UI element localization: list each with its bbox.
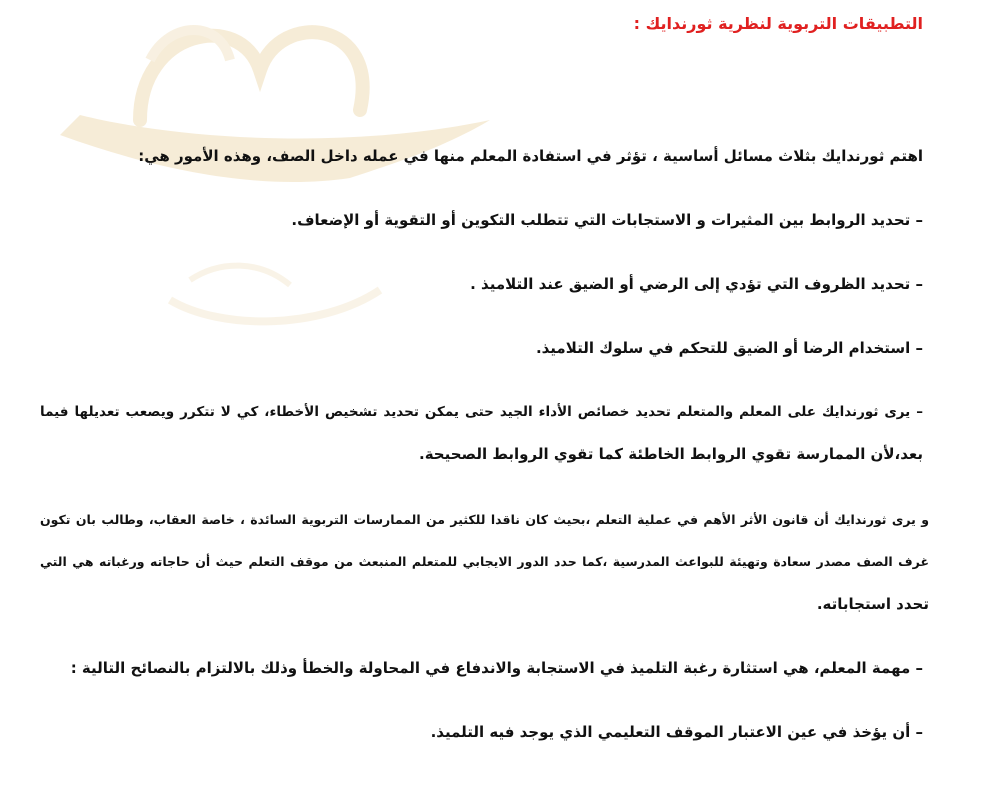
document-title: التطبيقات التربوية لنظرية ثورندايك : — [633, 14, 923, 33]
point-item-1: – تحديد الروابط بين المثيرات و الاستجابات التي تتطلب التكوين أو التقوية أو الإضعاف. — [291, 211, 923, 229]
paragraph2-line-3: تحدد استجاباته. — [816, 595, 929, 613]
point-item-2: – تحديد الظروف التي تؤدي إلى الرضي أو الضيق عند التلاميذ . — [470, 275, 923, 293]
point-item-3: – استخدام الرضا أو الضيق للتحكم في سلوك التلاميذ. — [535, 339, 923, 357]
paragraph1-line-2: بعد،لأن الممارسة تقوي الروابط الخاطئة كما تقوي الروابط الصحيحة. — [419, 445, 923, 463]
advice-item: – أن يؤخذ في عين الاعتبار الموقف التعليمي الذي يوجد فيه التلميذ. — [430, 723, 923, 741]
intro-text: اهتم ثورندايك بثلاث مسائل أساسية ، تؤثر في استفادة المعلم منها في عمله داخل الصف، وهذه الأمور هي: — [138, 147, 923, 165]
paragraph2-line-2: غرف الصف مصدر سعادة وتهيئة للبواعث المدرسية ،كما حدد الدور الايجابي للمتعلم المنبعث من موقف التعلم حيث أن حاجاته ورغباته هي التي — [40, 554, 929, 569]
paragraph2-line-1: و يرى ثورندايك أن قانون الأثر الأهم في عملية التعلم ،بحيث كان ناقدا للكثير من الممارسات التربوية السائدة ، خاصة العقاب، وطالب بان تكون — [40, 512, 929, 527]
paragraph1-line-1: – يرى ثورندايك على المعلم والمتعلم تحديد خصائص الأداء الجيد حتى يمكن تحديد تشخيص الأخطاء، كي لا تتكرر ويصعب تعديلها فيما — [40, 404, 923, 420]
teacher-task-text: – مهمة المعلم، هي استثارة رغبة التلميذ في الاستجابة والاندفاع في المحاولة والخطأ وذلك بالالتزام بالنصائح التالية : — [70, 659, 923, 677]
